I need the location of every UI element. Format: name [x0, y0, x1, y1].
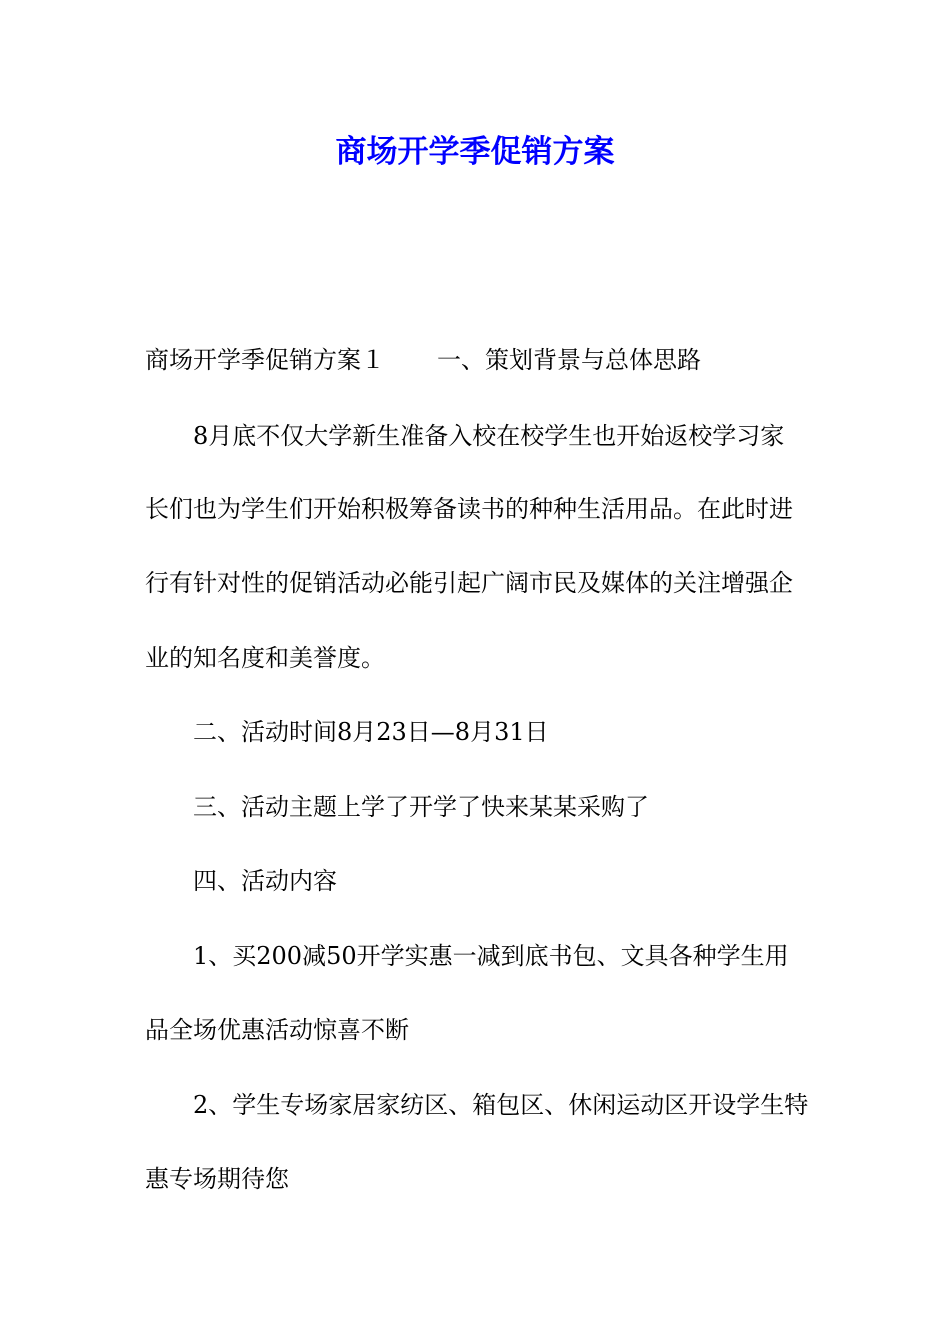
list-item-1-continued: 品全场优惠活动惊喜不断 — [145, 1016, 409, 1044]
paragraph-line: 8月底不仅大学新生准备入校在校学生也开始返校学习家 — [193, 422, 785, 450]
section-heading-2: 二、活动时间8月23日—8月31日 — [193, 718, 549, 746]
list-item-2-continued: 惠专场期待您 — [145, 1165, 289, 1193]
paragraph-line: 业的知名度和美誉度。 — [145, 644, 385, 672]
section-title: 商场开学季促销方案１ — [145, 346, 385, 374]
list-item-2: 2、学生专场家居家纺区、箱包区、休闲运动区开设学生特 — [193, 1091, 809, 1119]
section-heading-1: 一、策划背景与总体思路 — [437, 346, 701, 374]
paragraph-line: 长们也为学生们开始积极筹备读书的种种生活用品。在此时进 — [145, 495, 793, 523]
list-item-1: 1、买200减50开学实惠一减到底书包、文具各种学生用 — [193, 942, 789, 970]
heading-line — [145, 342, 815, 378]
document-title: 商场开学季促销方案 — [335, 134, 615, 170]
section-heading-4: 四、活动内容 — [193, 867, 337, 895]
paragraph-line: 行有针对性的促销活动必能引起广阔市民及媒体的关注增强企 — [145, 569, 793, 597]
section-heading-3: 三、活动主题上学了开学了快来某某采购了 — [193, 793, 649, 821]
